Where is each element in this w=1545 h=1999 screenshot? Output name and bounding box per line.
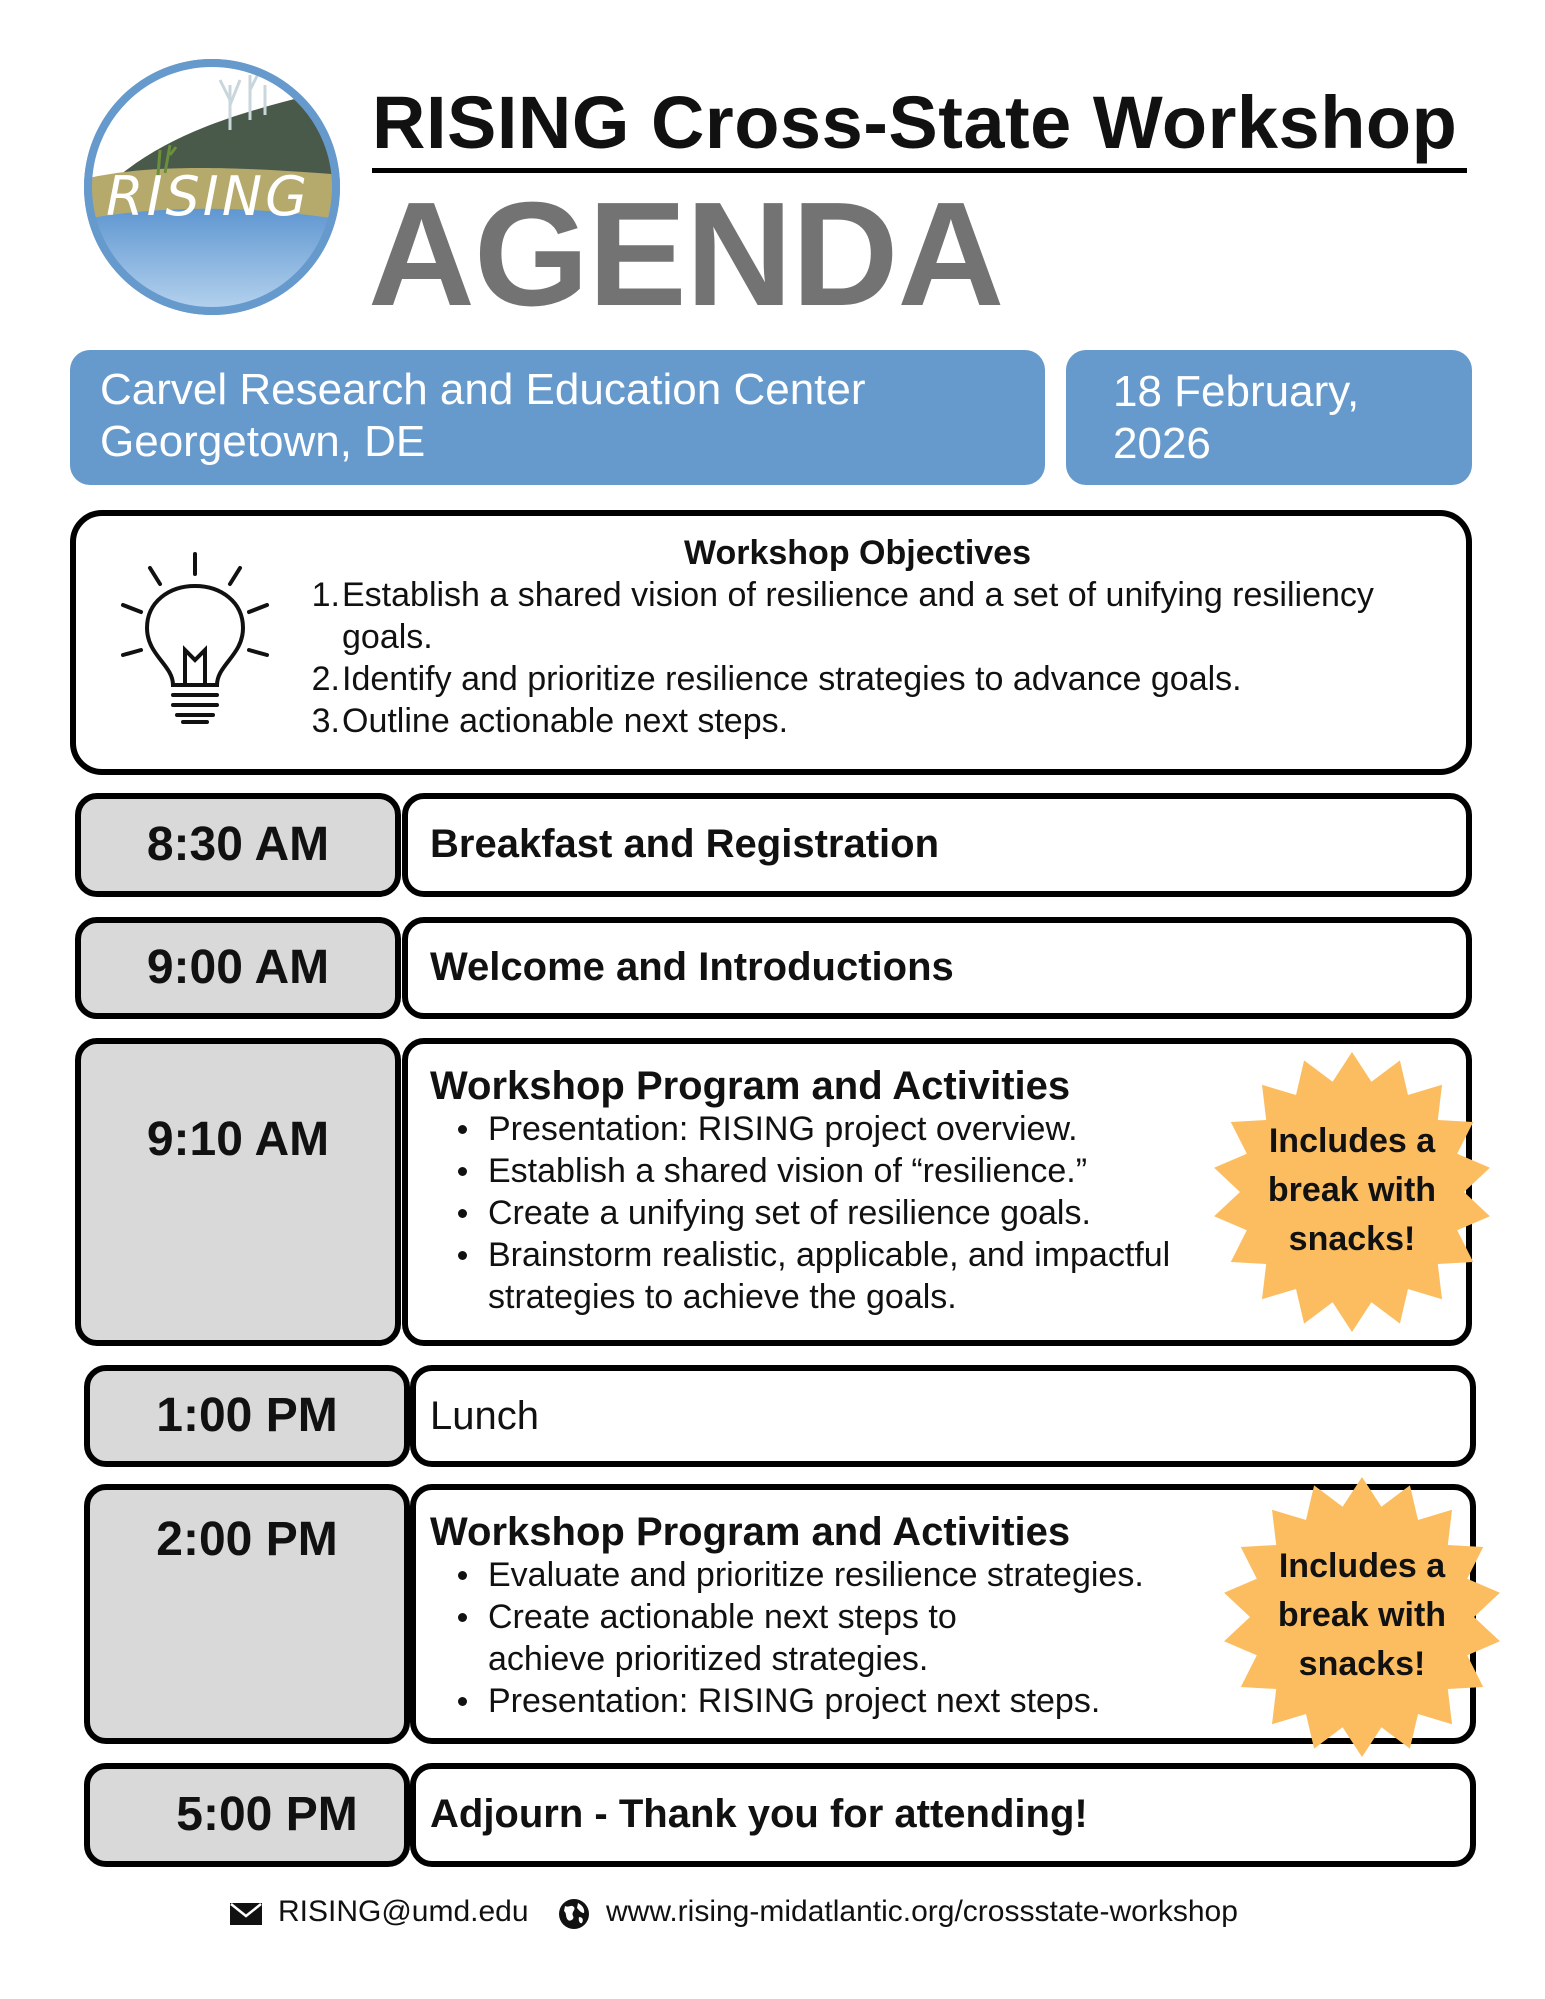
time-box (75, 1038, 401, 1346)
time-box (75, 917, 401, 1019)
bullet-item: Presentation: RISING project overview. (430, 1108, 1190, 1150)
email-icon (230, 1903, 262, 1925)
activity-title: Workshop Program and Activities (430, 1064, 1071, 1108)
badge-line: break with (1277, 1596, 1447, 1634)
time-box (75, 793, 401, 897)
date-line-1: 18 February, (1113, 367, 1360, 416)
badge-line: snacks! (1298, 1645, 1426, 1683)
page-title: RISING Cross-State Workshop (372, 78, 1467, 173)
objective-text: Establish a shared vision of resilience and a set of unifying resiliency goals. (342, 576, 1374, 656)
badge-line: Includes a (1268, 1122, 1436, 1160)
time-box (84, 1484, 410, 1744)
activity-title: Workshop Program and Activities (430, 1510, 1071, 1554)
objective-text: Outline actionable next steps. (342, 702, 789, 740)
objective-number: 1. (311, 576, 340, 614)
time-label: 1:00 PM (156, 1389, 338, 1442)
venue-name: Carvel Research and Education Center (100, 365, 866, 414)
objective-item (300, 574, 1460, 658)
objective-text: Identify and prioritize resilience strategies to advance goals. (342, 660, 1242, 698)
objective-item (300, 700, 1460, 742)
venue-box (70, 350, 1045, 485)
activity-bullets (430, 1554, 1230, 1722)
logo-text: RISING (106, 165, 310, 228)
time-label: 9:10 AM (146, 1113, 330, 1166)
venue-city: Georgetown, DE (100, 417, 426, 466)
time-label: 5:00 PM (176, 1788, 358, 1841)
time-label: 8:30 AM (146, 818, 330, 871)
activity-title: Lunch (430, 1394, 539, 1438)
bullet-item: Brainstorm realistic, applicable, and impactful strategies to achieve the goals. (430, 1234, 1190, 1318)
activity-title: Welcome and Introductions (430, 945, 954, 989)
activity-bullets (430, 1108, 1190, 1318)
objectives-list (300, 574, 1460, 742)
time-box (84, 1365, 410, 1467)
activity-title: Adjourn - Thank you for attending! (430, 1792, 1088, 1836)
snack-break-badge (1210, 1117, 1494, 1264)
footer-website[interactable]: www.rising-midatlantic.org/crossstate-workshop (606, 1895, 1238, 1928)
bullet-item: Create a unifying set of resilience goals. (430, 1192, 1190, 1234)
bullet-item: Create actionable next steps to achieve prioritized strategies. (430, 1596, 1048, 1680)
objective-number: 2. (311, 660, 340, 698)
bullet-item: Evaluate and prioritize resilience strategies. (430, 1554, 1230, 1596)
objective-item (300, 658, 1460, 700)
lightbulb-icon (115, 550, 275, 735)
activity-title: Breakfast and Registration (430, 822, 940, 866)
objective-number: 3. (311, 702, 340, 740)
date-box (1066, 350, 1472, 485)
bullet-item: Establish a shared vision of “resilience.” (430, 1150, 1190, 1192)
activity-box (410, 1365, 1476, 1467)
objectives-title: Workshop Objectives (683, 534, 1032, 572)
badge-line: break with (1267, 1171, 1437, 1209)
time-label: 9:00 AM (146, 941, 330, 994)
badge-line: Includes a (1278, 1547, 1446, 1585)
time-box (84, 1763, 410, 1867)
snack-break-badge (1220, 1542, 1504, 1689)
footer-email[interactable]: RISING@umd.edu (278, 1895, 529, 1928)
date-line-2: 2026 (1113, 419, 1211, 468)
agenda-heading: AGENDA (368, 172, 1004, 337)
time-label: 2:00 PM (156, 1513, 338, 1566)
badge-line: snacks! (1288, 1220, 1416, 1258)
globe-icon (558, 1898, 590, 1930)
rising-logo (80, 55, 344, 319)
bullet-item: Presentation: RISING project next steps. (430, 1680, 1230, 1722)
